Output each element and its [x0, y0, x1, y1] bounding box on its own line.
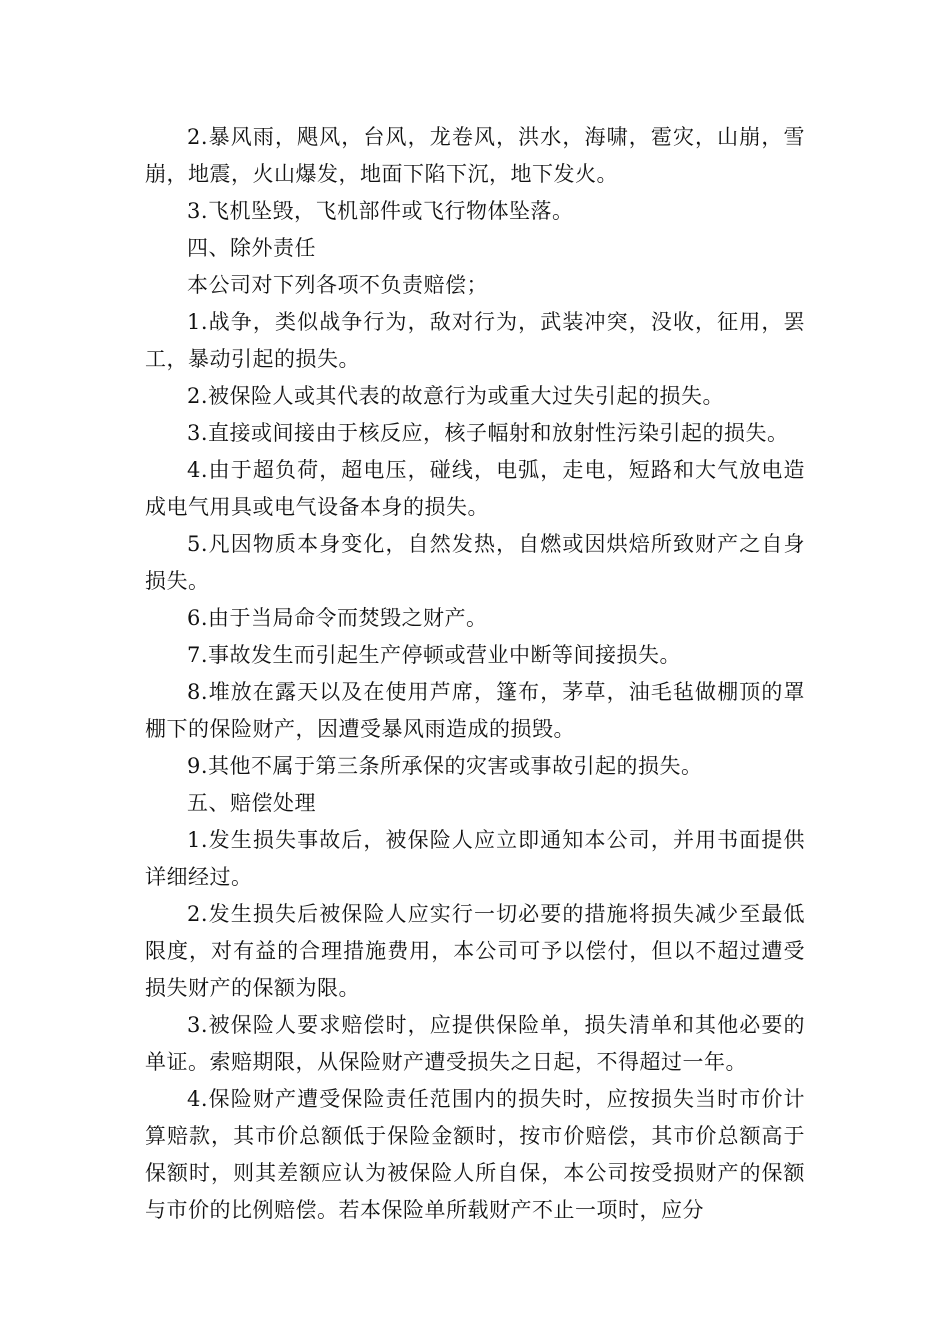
paragraph-claims-3: 3.被保险人要求赔偿时，应提供保险单，损失清单和其他必要的单证。索赔期限，从保险财产遭受损失之日起，不得超过一年。	[145, 1013, 805, 1074]
paragraph-exclusion-4: 4.由于超负荷，超电压，碰线，电弧，走电，短路和大气放电造成电气用具或电气设备本身的损失。	[145, 458, 805, 519]
paragraph-claims-2: 2.发生损失后被保险人应实行一切必要的措施将损失减少至最低限度，对有益的合理措施费用，本公司可予以偿付，但以不超过遭受损失财产的保额为限。	[145, 902, 805, 1000]
paragraph-exclusion-2: 2.被保险人或其代表的故意行为或重大过失引起的损失。	[187, 384, 725, 408]
paragraph-claims-4: 4.保险财产遭受保险责任范围内的损失时，应按损失当时市价计算赔款，其市价总额低于保险金额时，按市价赔偿，其市价总额高于保额时，则其差额应认为被保险人所自保，本公司按受损财产的保额与市价的比例赔偿。若本保险单所载财产不止一项时，应分	[145, 1087, 805, 1222]
paragraph-exclusion-1: 1.战争，类似战争行为，敌对行为，武装冲突，没收，征用，罢工，暴动引起的损失。	[145, 310, 805, 371]
paragraph-exclusions-intro: 本公司对下列各项不负责赔偿；	[187, 273, 488, 297]
document-body	[145, 119, 805, 1229]
paragraph-clause-2-natural-disasters: 2.暴风雨，飓风，台风，龙卷风，洪水，海啸，雹灾，山崩，雪崩，地震，火山爆发，地面下陷下沉，地下发火。	[145, 125, 805, 186]
paragraph-exclusion-9: 9.其他不属于第三条所承保的灾害或事故引起的损失。	[187, 754, 703, 778]
paragraph-claims-1: 1.发生损失事故后，被保险人应立即通知本公司，并用书面提供详细经过。	[145, 828, 805, 889]
paragraph-clause-3-aircraft: 3.飞机坠毁，飞机部件或飞行物体坠落。	[187, 199, 574, 223]
paragraph-exclusion-7: 7.事故发生而引起生产停顿或营业中断等间接损失。	[187, 643, 682, 667]
paragraph-exclusion-8: 8.堆放在露天以及在使用芦席，篷布，茅草，油毛毡做棚顶的罩棚下的保险财产，因遭受暴风雨造成的损毁。	[145, 680, 805, 741]
paragraph-exclusion-5: 5.凡因物质本身变化，自然发热，自燃或因烘焙所致财产之自身损失。	[145, 532, 805, 593]
paragraph-exclusion-6: 6.由于当局命令而焚毁之财产。	[187, 606, 488, 630]
paragraph-exclusion-3: 3.直接或间接由于核反应，核子幅射和放射性污染引起的损失。	[187, 421, 789, 445]
section-heading-claims: 五、赔偿处理	[187, 791, 316, 815]
section-heading-exclusions: 四、除外责任	[187, 236, 316, 260]
